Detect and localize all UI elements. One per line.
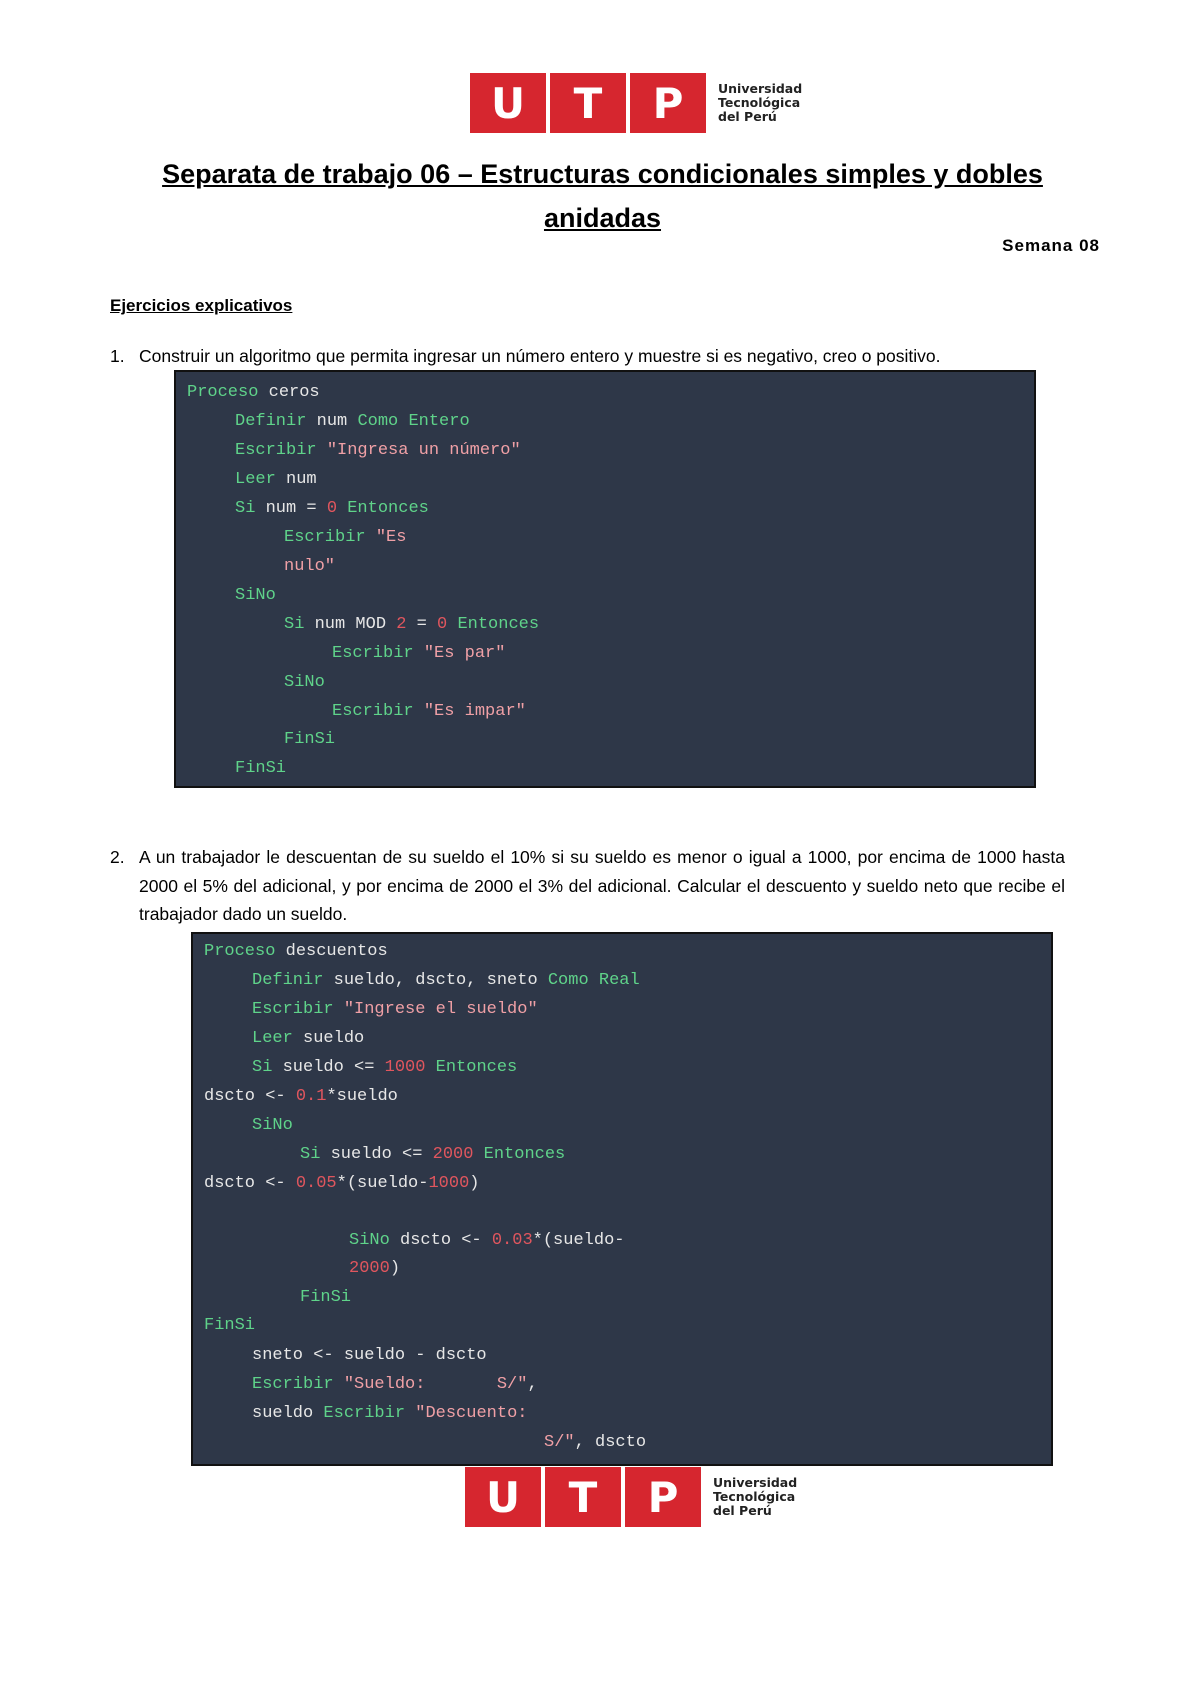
code-line: [252, 1024, 364, 1053]
code-token: Escribir: [252, 1000, 334, 1019]
code-line: [235, 436, 521, 465]
code-token: Leer: [235, 470, 276, 489]
code-token: "Es par": [413, 644, 506, 663]
page-title: Separata de trabajo 06 – Estructuras condicionales simples y dobles anidadas: [162, 159, 1043, 233]
code-token: dscto <-: [389, 1231, 492, 1250]
code-token: 2000: [349, 1259, 390, 1278]
code-token: Como Real: [547, 971, 640, 990]
exercise-1: [110, 342, 1070, 371]
code-token: "Sueldo: S/": [333, 1375, 528, 1394]
code-token: Escribir: [332, 644, 414, 663]
code-line: [235, 407, 470, 436]
code-line: [284, 552, 335, 581]
code-line: [187, 378, 320, 407]
logo-letter-u: U: [465, 1467, 541, 1527]
logo-university-name: Universidad Tecnológica del Perú: [713, 1475, 798, 1518]
code-token: num =: [255, 499, 327, 518]
code-token: 2000: [432, 1145, 474, 1164]
code-token: Leer: [252, 1029, 293, 1048]
code-line: [332, 639, 505, 668]
code-line: [235, 465, 317, 494]
exercise-2: [110, 843, 1065, 929]
code-token: Escribir: [284, 528, 366, 547]
code-token: Definir: [235, 412, 307, 431]
code-token: Si: [284, 615, 305, 634]
code-line: [204, 1082, 398, 1111]
code-line: [204, 1311, 255, 1340]
code-line: [300, 1283, 351, 1312]
week-label: Semana 08: [1002, 236, 1100, 255]
code-token: Definir: [252, 971, 324, 990]
code-token: descuentos: [275, 942, 388, 961]
code-line: [349, 1254, 400, 1283]
logo-university-name: Universidad Tecnológica del Perú: [718, 81, 803, 124]
code-token: dscto <-: [204, 1174, 296, 1193]
code-token: 0.03: [491, 1231, 533, 1250]
code-token: Escribir: [235, 441, 317, 460]
code-token: FinSi: [204, 1316, 256, 1335]
code-line: [284, 668, 325, 697]
logo-letter-u: U: [470, 73, 546, 133]
code-line: [252, 1341, 487, 1370]
code-token: Si: [300, 1145, 321, 1164]
code-token: FinSi: [284, 730, 336, 749]
code-line: [544, 1428, 646, 1457]
code-line: [284, 610, 539, 639]
code-token: sueldo <=: [320, 1145, 433, 1164]
code-token: sueldo, dscto, sneto: [323, 971, 548, 990]
code-token: Escribir: [323, 1404, 406, 1423]
code-token: dscto <-: [204, 1087, 296, 1106]
code-line: [252, 995, 538, 1024]
code-line: [235, 494, 429, 523]
code-line: [252, 1111, 293, 1140]
code-token: 0.05: [295, 1174, 337, 1193]
code-token: sueldo <=: [272, 1058, 385, 1077]
code-line: [332, 697, 526, 726]
exercise-text: Construir un algoritmo que permita ingresar un número entero y muestre si es negativo, creo o positivo.: [139, 346, 941, 366]
code-token: Entonces: [447, 615, 540, 634]
code-line: [349, 1226, 624, 1255]
code-token: 0: [326, 499, 338, 518]
logo-letter-t: T: [545, 1467, 621, 1527]
code-token: *sueldo: [326, 1087, 398, 1106]
code-token: ceros: [258, 383, 320, 402]
code-block-descuentos: [191, 932, 1053, 1466]
code-token: 0: [437, 615, 448, 634]
code-token: ,: [527, 1375, 538, 1394]
code-token: ): [469, 1174, 480, 1193]
code-line: [204, 937, 388, 966]
logo-letter-p: P: [625, 1467, 701, 1527]
code-token: sueldo: [252, 1404, 324, 1423]
code-token: sueldo: [292, 1029, 365, 1048]
utp-logo: [470, 72, 802, 134]
code-token: 2: [396, 615, 407, 634]
code-token: ): [389, 1259, 401, 1278]
code-line: [284, 725, 335, 754]
code-block-ceros: [174, 370, 1036, 788]
code-token: nulo": [284, 557, 336, 576]
code-token: "Es: [365, 528, 407, 547]
code-token: SiNo: [252, 1116, 293, 1135]
code-token: Como Entero: [357, 412, 470, 431]
code-token: FinSi: [300, 1288, 352, 1307]
logo-letter-p: P: [630, 73, 706, 133]
code-token: Proceso: [187, 383, 259, 402]
code-token: "Es impar": [413, 702, 526, 721]
code-token: SiNo: [284, 673, 325, 692]
code-token: "Descuento:: [405, 1404, 528, 1423]
code-line: [252, 1370, 538, 1399]
code-token: =: [406, 615, 438, 634]
code-line: [235, 754, 286, 783]
code-token: num: [306, 412, 358, 431]
logo-letter-t: T: [550, 73, 626, 133]
code-token: sneto <- sueldo - dscto: [252, 1346, 487, 1365]
code-token: Si: [252, 1058, 273, 1077]
code-line: [300, 1140, 565, 1169]
code-line: [252, 1053, 517, 1082]
code-token: Entonces: [425, 1058, 518, 1077]
code-token: SiNo: [235, 586, 276, 605]
code-token: 1000: [384, 1058, 426, 1077]
code-token: num MOD: [304, 615, 397, 634]
code-token: Escribir: [252, 1375, 334, 1394]
code-token: 0.1: [295, 1087, 327, 1106]
code-line: [204, 1169, 479, 1198]
code-token: FinSi: [235, 759, 287, 778]
code-line: [235, 581, 276, 610]
code-token: "Ingrese el sueldo": [333, 1000, 538, 1019]
code-token: SiNo: [349, 1231, 390, 1250]
section-heading: Ejercicios explicativos: [110, 296, 293, 315]
code-token: num: [275, 470, 317, 489]
exercise-number: 2.: [110, 847, 125, 867]
code-token: Si: [235, 499, 256, 518]
code-token: , dscto: [574, 1433, 647, 1452]
exercise-text: A un trabajador le descuentan de su sueldo el 10% si su sueldo es menor o igual a 1000, por encima de 1000 hasta 2000 el 5% del adicional, y por encima de 2000 el 3% del adicional. Calcular el descuento y sueldo neto que recibe el trabajador dado un sueldo.: [139, 847, 1065, 924]
code-token: 1000: [428, 1174, 470, 1193]
code-line: [252, 1399, 527, 1428]
exercise-number: 1.: [110, 346, 125, 366]
code-token: Escribir: [332, 702, 414, 721]
code-line: [252, 966, 640, 995]
code-token: *(sueldo-: [336, 1174, 429, 1193]
code-line: [284, 523, 406, 552]
code-token: *(sueldo-: [532, 1231, 625, 1250]
utp-logo-footer: [465, 1466, 797, 1528]
code-token: S/": [544, 1433, 575, 1452]
code-token: "Ingresa un número": [316, 441, 521, 460]
code-token: Entonces: [473, 1145, 566, 1164]
code-token: Proceso: [204, 942, 276, 961]
code-token: Entonces: [337, 499, 429, 518]
